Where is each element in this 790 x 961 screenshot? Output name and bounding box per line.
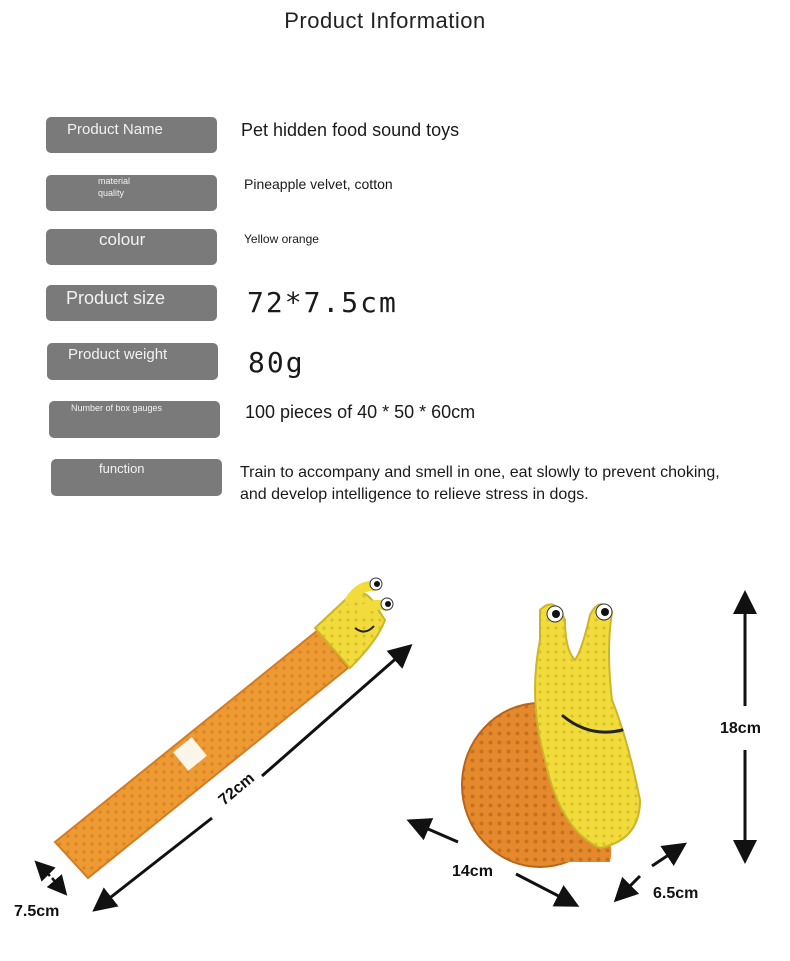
page-title: Product Information — [284, 8, 486, 33]
long-toy — [55, 578, 393, 878]
material-label-line2: quality — [98, 188, 125, 198]
width-arrow-a — [38, 864, 50, 876]
material-label-line1: material — [98, 176, 131, 186]
colour-value: Yellow orange — [244, 232, 319, 246]
box-gauges-value: 100 pieces of 40 * 50 * 60cm — [245, 402, 476, 422]
material-value: Pineapple velvet, cotton — [244, 176, 393, 192]
snail-toy — [462, 604, 640, 867]
width-arrow-b — [52, 878, 64, 892]
product-name-label: Product Name — [46, 117, 217, 153]
function-label: function — [51, 459, 222, 496]
product-illustration — [0, 560, 790, 961]
depth-arrow-left — [412, 822, 458, 842]
length-label: 72cm — [215, 769, 258, 810]
box-gauges-label: Number of box gauges — [49, 401, 220, 438]
thickness-label: 6.5cm — [653, 885, 699, 902]
thickness-arrow-down — [618, 876, 640, 898]
colour-label: colour — [46, 229, 217, 265]
height-label: 18cm — [720, 720, 761, 737]
weight-value: 80g — [248, 346, 305, 379]
size-value: 72*7.5cm — [247, 286, 398, 319]
function-value: Train to accompany and smell in one, eat slowly to prevent choking, and develop intelligence to relieve stress in dogs. — [240, 464, 720, 503]
thickness-arrow-up — [652, 846, 682, 866]
width-label: 7.5cm — [14, 903, 60, 920]
weight-label: Product weight — [47, 343, 218, 380]
dimension-arrows — [38, 596, 745, 908]
material-label — [46, 175, 217, 211]
depth-label: 14cm — [452, 863, 493, 880]
depth-arrow-right — [516, 874, 574, 904]
size-label: Product size — [46, 285, 217, 321]
product-name-value: Pet hidden food sound toys — [241, 120, 460, 140]
